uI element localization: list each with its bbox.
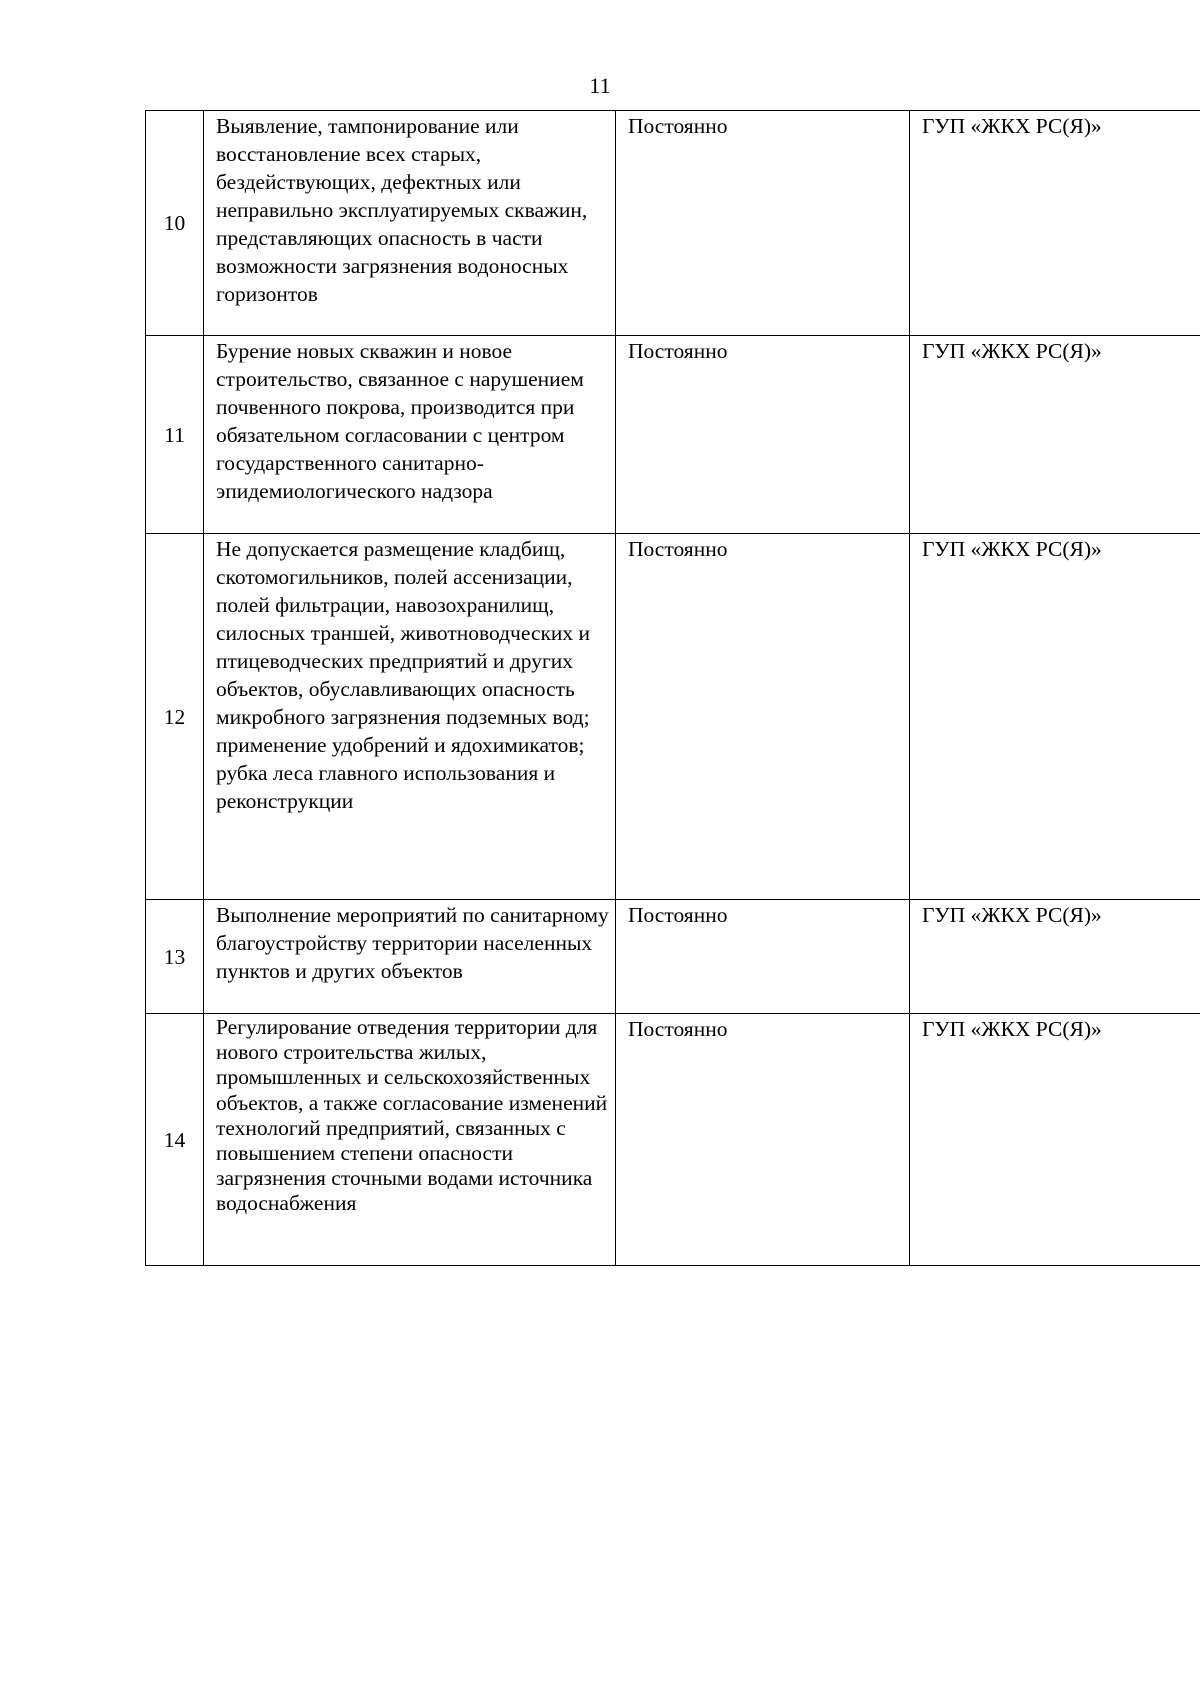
row-number: 12 [146, 534, 204, 900]
measures-table [145, 110, 1200, 1266]
measure-responsible: ГУП «ЖКХ РС(Я)» [910, 534, 1200, 900]
table-row [146, 111, 1200, 336]
measure-description: Выполнение мероприятий по санитарному благоустройству территории населенных пунктов и других объектов [204, 900, 616, 1014]
row-number: 11 [146, 336, 204, 534]
measure-term: Постоянно [616, 1014, 910, 1266]
measure-term: Постоянно [616, 111, 910, 336]
row-number: 14 [146, 1014, 204, 1266]
measure-responsible: ГУП «ЖКХ РС(Я)» [910, 111, 1200, 336]
table-row [146, 534, 1200, 900]
measure-term: Постоянно [616, 534, 910, 900]
measure-description: Не допускается размещение кладбищ, скотомогильников, полей ассенизации, полей фильтрации, навозохранилищ, силосных траншей, животноводческих и птицеводческих предприятий и других объектов, обуславливающих опасность микробного загрязнения подземных вод; применение удобрений и ядохимикатов; рубка леса главного использования и реконструкции [204, 534, 616, 900]
measure-description: Регулирование отведения территории для нового строительства жилых, промышленных и сельскохозяйственных объектов, а также согласование изменений технологий предприятий, связанных с повышением степени опасности загрязнения сточными водами источника водоснабжения [204, 1014, 616, 1266]
measure-responsible: ГУП «ЖКХ РС(Я)» [910, 900, 1200, 1014]
measure-term: Постоянно [616, 336, 910, 534]
table-row [146, 1014, 1200, 1266]
page-number: 11 [589, 73, 611, 98]
row-number: 13 [146, 900, 204, 1014]
row-number: 10 [146, 111, 204, 336]
measure-responsible: ГУП «ЖКХ РС(Я)» [910, 336, 1200, 534]
measure-term: Постоянно [616, 900, 910, 1014]
measure-responsible: ГУП «ЖКХ РС(Я)» [910, 1014, 1200, 1266]
table-row [146, 900, 1200, 1014]
table-row [146, 336, 1200, 534]
measure-description: Бурение новых скважин и новое строительство, связанное с нарушением почвенного покрова, производится при обязательном согласовании с центром государственного санитарно-эпидемиологического надзора [204, 336, 616, 534]
measure-description: Выявление, тампонирование или восстановление всех старых, бездействующих, дефектных или неправильно эксплуатируемых скважин, представляющих опасность в части возможности загрязнения водоносных горизонтов [204, 111, 616, 336]
